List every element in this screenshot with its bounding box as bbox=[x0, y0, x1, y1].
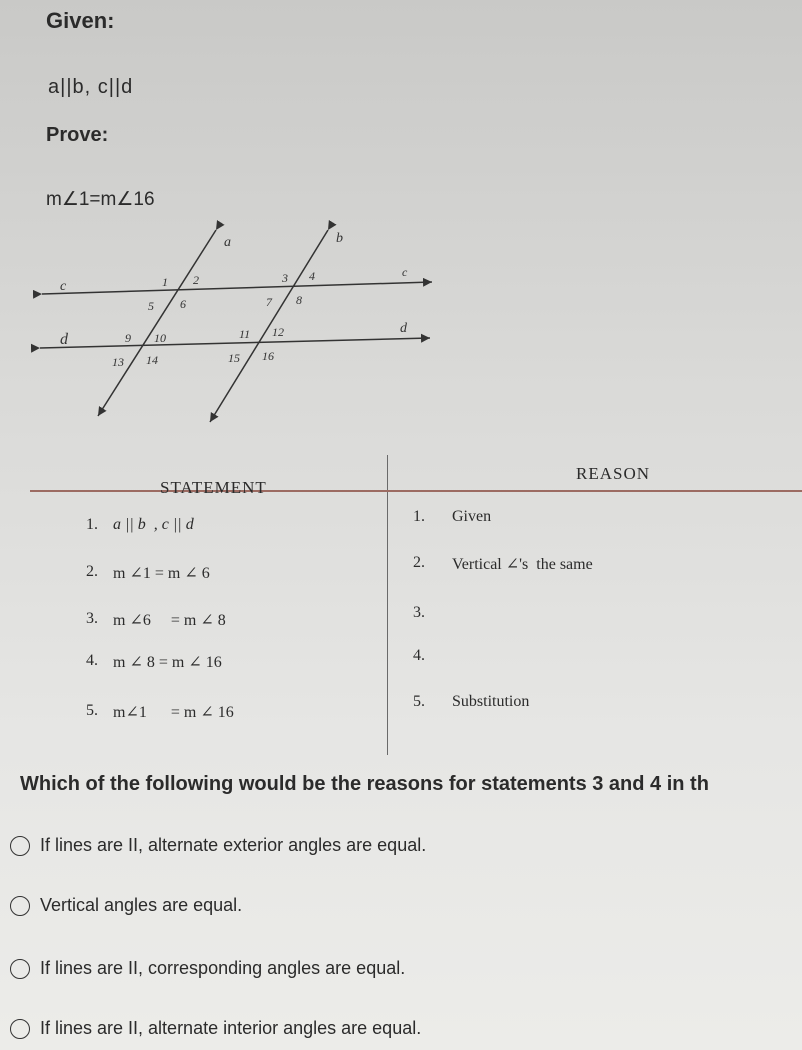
row-4-reason-num: 4. bbox=[413, 647, 425, 664]
angle-11: 11 bbox=[239, 327, 251, 341]
reason-header: REASON bbox=[576, 464, 651, 483]
option-4[interactable] bbox=[10, 1018, 421, 1039]
angle-7: 7 bbox=[266, 295, 272, 309]
option-1-label: If lines are II, alternate exterior angles are equal. bbox=[40, 835, 427, 855]
angle-6: 6 bbox=[180, 297, 186, 311]
row-5-reason: Substitution bbox=[452, 693, 530, 710]
row-5-reason-num: 5. bbox=[413, 693, 425, 710]
parallel-lines-diagram bbox=[30, 220, 450, 430]
label-d-right: d bbox=[400, 321, 407, 336]
label-b: b bbox=[336, 231, 343, 246]
prove-statement: m∠1=m∠16 bbox=[46, 189, 155, 210]
angle-14: 14 bbox=[146, 353, 158, 367]
row-3-num: 3. bbox=[86, 610, 98, 627]
angle-16: 16 bbox=[262, 349, 274, 363]
row-1-reason-num: 1. bbox=[413, 508, 425, 525]
row-2-reason-num: 2. bbox=[413, 554, 425, 571]
row-5-num: 5. bbox=[86, 702, 98, 719]
angle-2: 2 bbox=[193, 273, 199, 287]
row-2-num: 2. bbox=[86, 563, 98, 580]
option-2-label: Vertical angles are equal. bbox=[40, 895, 243, 915]
row-1-reason: Given bbox=[452, 508, 492, 525]
row-4-num: 4. bbox=[86, 652, 98, 669]
row-1-statement: a || b , c || d bbox=[113, 516, 194, 533]
table-column-divider bbox=[387, 455, 388, 755]
label-d-left: d bbox=[60, 331, 68, 348]
angle-3: 3 bbox=[282, 271, 288, 285]
angle-5: 5 bbox=[148, 299, 154, 313]
angle-13: 13 bbox=[112, 355, 124, 369]
radio-button[interactable] bbox=[10, 896, 30, 916]
table-header-rule bbox=[30, 490, 802, 492]
option-4-label: If lines are II, alternate interior angles are equal. bbox=[40, 1018, 422, 1038]
label-c-right: c bbox=[402, 265, 408, 279]
angle-15: 15 bbox=[228, 351, 240, 365]
statement-header: STATEMENT bbox=[160, 478, 267, 497]
angle-9: 9 bbox=[125, 331, 131, 345]
line-b bbox=[210, 230, 328, 422]
label-a: a bbox=[224, 235, 231, 250]
option-3[interactable] bbox=[10, 958, 405, 979]
prove-heading: Prove: bbox=[46, 124, 109, 146]
angle-1: 1 bbox=[162, 275, 168, 289]
row-3-statement: m ∠6 = m ∠ 8 bbox=[113, 612, 226, 629]
row-3-reason-num: 3. bbox=[413, 604, 425, 621]
label-c-left: c bbox=[60, 279, 67, 294]
question-text: Which of the following would be the reasons for statements 3 and 4 in th bbox=[20, 773, 709, 795]
angle-12: 12 bbox=[272, 325, 284, 339]
row-2-reason: Vertical ∠'s the same bbox=[452, 556, 593, 573]
row-4-statement: m ∠ 8 = m ∠ 16 bbox=[113, 654, 222, 671]
radio-button[interactable] bbox=[10, 959, 30, 979]
line-c bbox=[42, 282, 432, 294]
row-2-statement: m ∠1 = m ∠ 6 bbox=[113, 565, 210, 582]
angle-4: 4 bbox=[309, 269, 315, 283]
given-heading: Given: bbox=[46, 8, 115, 33]
option-1[interactable] bbox=[10, 835, 426, 856]
line-a bbox=[98, 230, 216, 416]
radio-button[interactable] bbox=[10, 836, 30, 856]
line-d bbox=[40, 338, 430, 348]
given-statement: a||b, c||d bbox=[48, 76, 134, 98]
angle-10: 10 bbox=[154, 331, 166, 345]
row-1-num: 1. bbox=[86, 516, 98, 533]
option-2[interactable] bbox=[10, 895, 242, 916]
radio-button[interactable] bbox=[10, 1019, 30, 1039]
option-3-label: If lines are II, corresponding angles are equal. bbox=[40, 958, 406, 978]
angle-8: 8 bbox=[296, 293, 302, 307]
row-5-statement: m∠1 = m ∠ 16 bbox=[113, 704, 234, 721]
